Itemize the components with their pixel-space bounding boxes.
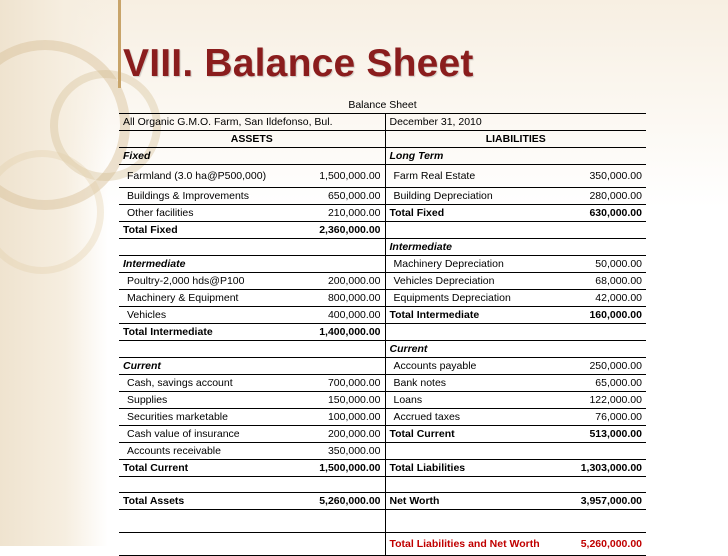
asset-value — [307, 533, 385, 556]
title-accent-line — [118, 0, 121, 88]
asset-value — [307, 148, 385, 165]
sheet-date: December 31, 2010 — [385, 114, 646, 131]
table-row — [119, 443, 646, 460]
asset-value — [307, 477, 385, 493]
slide-title: VIII. Balance Sheet — [123, 42, 474, 85]
liability-value: 250,000.00 — [563, 358, 646, 375]
farm-name: All Organic G.M.O. Farm, San Ildefonso, Bul. — [119, 114, 385, 131]
liability-label — [385, 510, 563, 533]
table-row — [119, 533, 646, 556]
asset-value: 1,500,000.00 — [307, 165, 385, 188]
table-row — [119, 493, 646, 510]
asset-label: Cash value of insurance — [119, 426, 307, 443]
liability-value: 50,000.00 — [563, 256, 646, 273]
balance-sheet-table — [119, 97, 646, 556]
asset-value: 1,400,000.00 — [307, 324, 385, 341]
liability-value: 350,000.00 — [563, 165, 646, 188]
table-row — [119, 375, 646, 392]
assets-heading: ASSETS — [119, 131, 385, 148]
asset-label: Supplies — [119, 392, 307, 409]
liability-label: Long Term — [385, 148, 563, 165]
asset-label: Farmland (3.0 ha@P500,000) — [119, 165, 307, 188]
table-row — [119, 222, 646, 239]
liability-label — [385, 222, 563, 239]
liability-label: Total Liabilities — [385, 460, 563, 477]
asset-value: 210,000.00 — [307, 205, 385, 222]
liability-label: Intermediate — [385, 239, 563, 256]
table-row — [119, 409, 646, 426]
liability-value: 1,303,000.00 — [563, 460, 646, 477]
liabilities-heading: LIABILITIES — [385, 131, 646, 148]
asset-label — [119, 533, 307, 556]
asset-label: Vehicles — [119, 307, 307, 324]
liability-label: Vehicles Depreciation — [385, 273, 563, 290]
table-row — [119, 188, 646, 205]
liability-value: 3,957,000.00 — [563, 493, 646, 510]
liability-value: 122,000.00 — [563, 392, 646, 409]
liability-label: Accrued taxes — [385, 409, 563, 426]
asset-value: 100,000.00 — [307, 409, 385, 426]
asset-label: Securities marketable — [119, 409, 307, 426]
table-row — [119, 165, 646, 188]
asset-label: Total Intermediate — [119, 324, 307, 341]
asset-label: Other facilities — [119, 205, 307, 222]
asset-value: 800,000.00 — [307, 290, 385, 307]
table-row — [119, 358, 646, 375]
liability-label — [385, 477, 563, 493]
asset-label — [119, 239, 307, 256]
liability-value: 513,000.00 — [563, 426, 646, 443]
liability-value: 42,000.00 — [563, 290, 646, 307]
table-row — [119, 205, 646, 222]
table-row — [119, 256, 646, 273]
table-row — [119, 290, 646, 307]
table-row — [119, 341, 646, 358]
asset-value — [307, 239, 385, 256]
liability-label: Farm Real Estate — [385, 165, 563, 188]
table-row — [119, 477, 646, 493]
liability-value — [563, 510, 646, 533]
asset-value: 150,000.00 — [307, 392, 385, 409]
asset-label — [119, 510, 307, 533]
table-row — [119, 148, 646, 165]
liability-value: 160,000.00 — [563, 307, 646, 324]
liability-label: Total Liabilities and Net Worth — [385, 533, 563, 556]
liability-label: Equipments Depreciation — [385, 290, 563, 307]
decorative-band — [0, 0, 108, 546]
liability-label: Total Intermediate — [385, 307, 563, 324]
asset-value: 350,000.00 — [307, 443, 385, 460]
liability-label: Building Depreciation — [385, 188, 563, 205]
liability-label: Current — [385, 341, 563, 358]
asset-label: Accounts receivable — [119, 443, 307, 460]
asset-label: Buildings & Improvements — [119, 188, 307, 205]
liability-label — [385, 443, 563, 460]
asset-value: 650,000.00 — [307, 188, 385, 205]
asset-value: 200,000.00 — [307, 426, 385, 443]
asset-value: 5,260,000.00 — [307, 493, 385, 510]
table-row — [119, 324, 646, 341]
liability-label: Accounts payable — [385, 358, 563, 375]
liability-value: 5,260,000.00 — [563, 533, 646, 556]
asset-label: Poultry-2,000 hds@P100 — [119, 273, 307, 290]
asset-value: 700,000.00 — [307, 375, 385, 392]
asset-label: Machinery & Equipment — [119, 290, 307, 307]
asset-value: 1,500,000.00 — [307, 460, 385, 477]
liability-label: Machinery Depreciation — [385, 256, 563, 273]
liability-value: 630,000.00 — [563, 205, 646, 222]
asset-label: Total Fixed — [119, 222, 307, 239]
liability-label: Loans — [385, 392, 563, 409]
liability-value: 280,000.00 — [563, 188, 646, 205]
liability-value — [563, 341, 646, 358]
table-row — [119, 426, 646, 443]
liability-value: 76,000.00 — [563, 409, 646, 426]
table-row — [119, 510, 646, 533]
asset-label — [119, 477, 307, 493]
asset-value — [307, 358, 385, 375]
balance-sheet — [119, 97, 646, 556]
asset-label — [119, 341, 307, 358]
sheet-caption: Balance Sheet — [119, 97, 646, 114]
liability-value — [563, 148, 646, 165]
liability-value: 65,000.00 — [563, 375, 646, 392]
asset-label: Cash, savings account — [119, 375, 307, 392]
liability-value — [563, 477, 646, 493]
liability-label: Total Current — [385, 426, 563, 443]
asset-value: 200,000.00 — [307, 273, 385, 290]
liability-value — [563, 239, 646, 256]
asset-label: Intermediate — [119, 256, 307, 273]
table-row — [119, 273, 646, 290]
liability-label — [385, 324, 563, 341]
liability-value: 68,000.00 — [563, 273, 646, 290]
asset-value — [307, 256, 385, 273]
sheet-body — [119, 148, 646, 556]
asset-label: Current — [119, 358, 307, 375]
asset-label: Fixed — [119, 148, 307, 165]
liability-label: Total Fixed — [385, 205, 563, 222]
asset-value: 2,360,000.00 — [307, 222, 385, 239]
liability-label: Net Worth — [385, 493, 563, 510]
asset-label: Total Assets — [119, 493, 307, 510]
liability-label: Bank notes — [385, 375, 563, 392]
table-row — [119, 307, 646, 324]
liability-value — [563, 443, 646, 460]
asset-value: 400,000.00 — [307, 307, 385, 324]
asset-label: Total Current — [119, 460, 307, 477]
liability-value — [563, 324, 646, 341]
asset-value — [307, 510, 385, 533]
table-row — [119, 239, 646, 256]
table-row — [119, 460, 646, 477]
asset-value — [307, 341, 385, 358]
table-row — [119, 392, 646, 409]
liability-value — [563, 222, 646, 239]
